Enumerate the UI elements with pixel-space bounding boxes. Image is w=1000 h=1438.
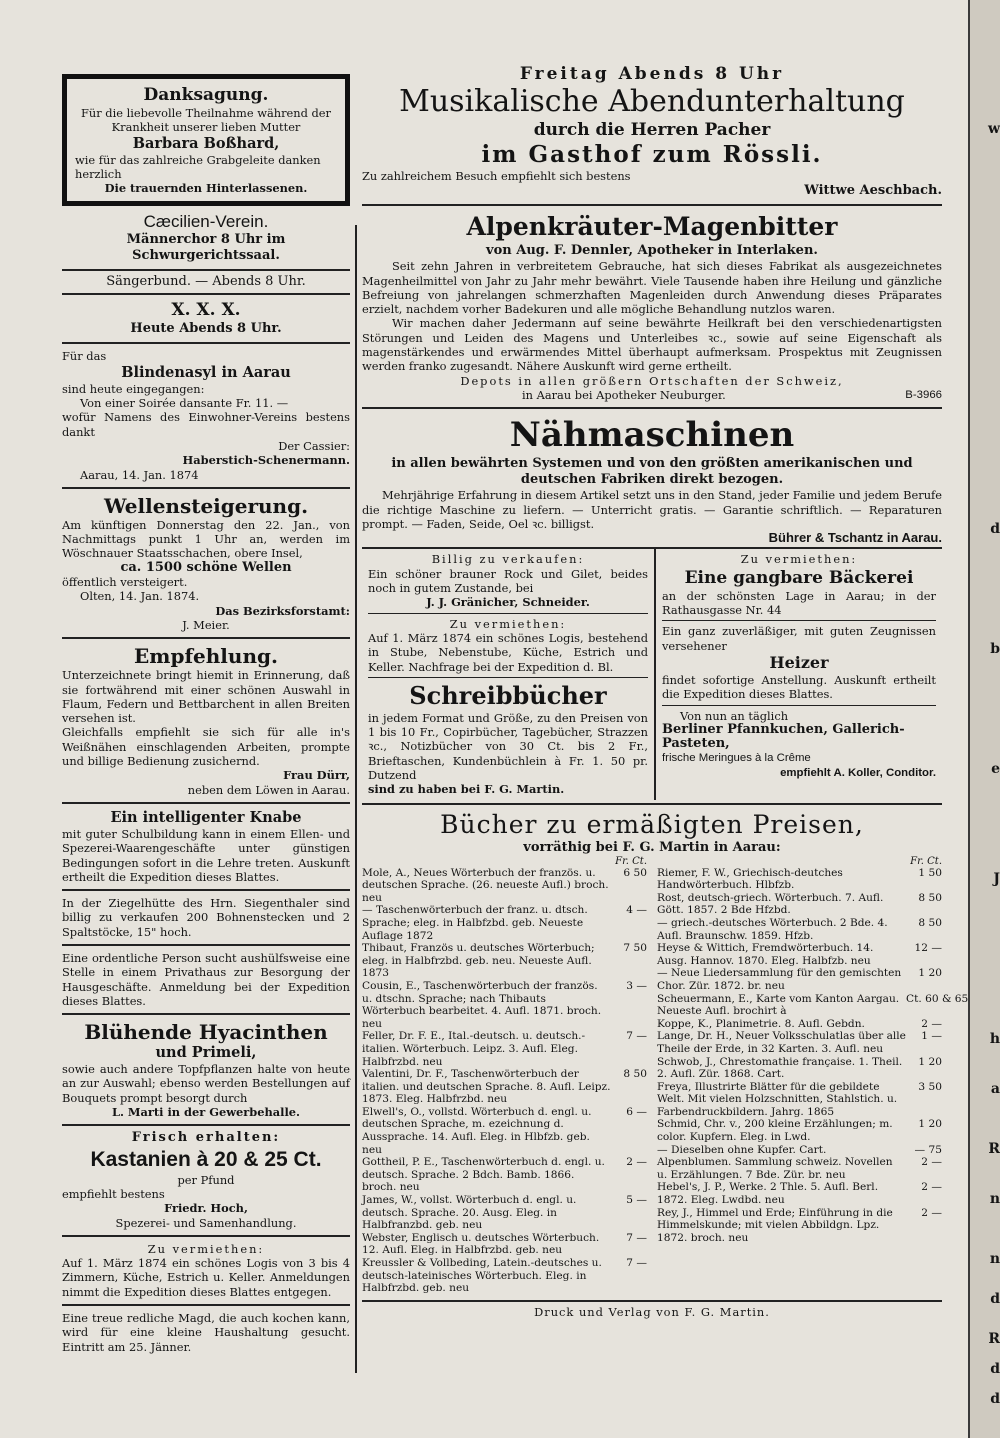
edge-letter: b bbox=[990, 641, 1000, 657]
ad-text: Auf 1. März 1874 ein schönes Logis von 3 bis 4 Zimmern, Küche, Estrich u. Keller. Anmeldungen nimmt die Expedition dieses Blattes entgegen. bbox=[62, 1256, 350, 1299]
ad-rock bbox=[368, 552, 648, 609]
ad-baeckerei bbox=[662, 552, 936, 617]
left-column bbox=[62, 70, 350, 1356]
ad-title: Musikalische Abendunterhaltung bbox=[399, 84, 905, 119]
book-price: 6 — bbox=[626, 1105, 647, 1118]
book-price: 2 — bbox=[921, 1017, 942, 1030]
ad-magd: Eine treue redliche Magd, die auch kochen kann, wird für eine kleine Haushaltung gesucht. Eintritt am 25. Jänner. bbox=[62, 1311, 350, 1354]
book-title: Rey, J., Himmel und Erde; Einführung in die Himmelskunde; mit vielen Abbildgn. Lpz. 1872. broch. neu bbox=[657, 1206, 893, 1244]
ad-text: Von einer Soirée dansante Fr. 11. — bbox=[80, 396, 289, 411]
ad-title: Blühende Hyacinthen bbox=[84, 1020, 328, 1045]
book-entry bbox=[362, 1232, 647, 1257]
ad-place: im Gasthof zum Rössli. bbox=[481, 141, 823, 168]
ad-office: Das Bezirksforstamt: bbox=[215, 603, 350, 618]
book-title: Mole, A., Neues Wörterbuch der französ. u. deutschen Sprache. (26. neueste Aufl.) broch. neu bbox=[362, 866, 609, 904]
book-entry bbox=[657, 992, 969, 1018]
ad-text: sowie auch andere Topfpflanzen halte von heute an zur Auswahl; ebenso werden Bestellungen auf Bouquets prompt besorgt durch bbox=[62, 1062, 350, 1105]
adjacent-page-edge bbox=[968, 0, 1000, 1438]
ad-text: Auf 1. März 1874 ein schönes Logis, bestehend in Stube, Nebenstube, Küche, Estrich und Keller. Nachfrage bei der Expedition d. Bl. bbox=[368, 630, 648, 674]
book-entry bbox=[657, 1018, 942, 1031]
book-price: 1 50 bbox=[918, 866, 942, 879]
edge-letter: d bbox=[990, 1361, 1000, 1377]
book-title: Riemer, F. W., Griechisch-deutches Handwörterbuch. Hlbfzb. bbox=[657, 866, 843, 892]
ad-text: Für die liebevolle Theilnahme während der Krankheit unserer lieben Mutter bbox=[81, 106, 331, 135]
book-price: 4 — bbox=[626, 904, 647, 917]
edge-letter: R bbox=[988, 1141, 1000, 1157]
ad-wellensteigerung bbox=[62, 492, 350, 634]
book-price: 7 — bbox=[626, 1257, 647, 1270]
book-entry bbox=[657, 867, 942, 892]
book-price: 3 50 bbox=[918, 1080, 942, 1093]
ad-text: Gleichfalls empfiehlt sie sich für alle in's Weißnähen einschlagenden Arbeiten, prompte und billige Bedienung zusichernd. bbox=[62, 725, 350, 769]
book-price: 7 — bbox=[626, 1231, 647, 1244]
book-title: — griech.-deutsches Wörterbuch. 2 Bde. 4. Aufl. Braunschw. 1859. Hfzb. bbox=[657, 916, 888, 942]
ad-signature: Haberstich-Schenermann. bbox=[182, 453, 350, 468]
book-entry bbox=[362, 942, 647, 980]
ad-signature: empfiehlt A. Koller, Conditor. bbox=[780, 766, 936, 779]
book-title: Schmid, Chr. v., 200 kleine Erzählungen; m. color. Kupfern. Eleg. in Lwd. bbox=[657, 1118, 893, 1144]
book-price: 6 50 bbox=[623, 866, 647, 879]
ad-text: mit guter Schulbildung kann in einem Ellen- und Spezerei-Waarengeschäfte unter günstigen Bedingungen sofort in die Lehre treten. Auskunft ertheilt die Expedition dieses Blattes. bbox=[62, 826, 350, 884]
book-price: 7 — bbox=[626, 1030, 647, 1043]
ad-ziegelhuette: In der Ziegelhütte des Hrn. Siegenthaler sind billig zu verkaufen 200 Bohnenstecken und 2 Spaltstöcke, 15" hoch. bbox=[62, 896, 350, 939]
book-price: 1 — bbox=[921, 1030, 942, 1043]
book-price: 7 50 bbox=[623, 942, 647, 955]
ad-aarau: in Aarau bei Apotheker Neuburger. bbox=[522, 387, 726, 402]
ad-text: in jedem Format und Größe, zu den Preisen von 1 bis 10 Fr., Copirbücher, Tagebücher, Strazzen ꝛc., Notizbücher von 30 Ct. bis 2 Fr., Brieftaschen, Kundenbüchlein à Fr. 1. 50 pr. Dutzend bbox=[368, 710, 648, 783]
ad-by: durch die Herren Pacher bbox=[533, 120, 771, 140]
book-list-left bbox=[362, 856, 647, 1295]
ad-text: Am künftigen Donnerstag den 22. Jan., von Nachmittags punkt 1 Uhr an, werden im Wöschnauer Staatsschachen, obere Insel, bbox=[62, 517, 350, 561]
ad-text: Der Cassier: bbox=[278, 438, 350, 453]
ad-blindenasyl bbox=[62, 347, 350, 483]
ad-text: Männerchor 8 Uhr im Schwurgerichtssaal. bbox=[126, 232, 286, 264]
ad-title2: und Primeli, bbox=[155, 1044, 257, 1062]
book-price: 2 — bbox=[921, 1156, 942, 1169]
ad-logis2 bbox=[368, 617, 648, 674]
edge-letter: a bbox=[990, 1081, 1000, 1097]
ad-title: Schreibbücher bbox=[409, 680, 607, 710]
ad-hyacinthen bbox=[62, 1018, 350, 1121]
book-title: — Dieselben ohne Kupfer. Cart. bbox=[657, 1143, 827, 1156]
book-entry bbox=[362, 1194, 647, 1232]
price-header: Fr. Ct. bbox=[615, 855, 647, 867]
book-title: Koppe, K., Planimetrie. 8. Aufl. Gebdn. bbox=[657, 1017, 865, 1030]
ad-text: Unterzeichnete bringt hiemit in Erinnerung, daß sie fortwährend mit einer schönen Auswahl in Flaum, Federn und Bettbarchent in allen Breiten versehen ist. bbox=[62, 668, 350, 726]
book-price: 1 20 bbox=[918, 967, 942, 980]
ad-text: Von nun an täglich bbox=[680, 708, 789, 723]
book-title: Schwob, J., Chrestomathie française. 1. Theil. 2. Aufl. Zür. 1868. Cart. bbox=[657, 1055, 903, 1081]
ad-signature: Frau Dürr, bbox=[283, 768, 350, 783]
book-price: 12 — bbox=[914, 942, 942, 955]
ad-date: Olten, 14. Jan. 1874. bbox=[80, 589, 200, 604]
ad-kastanien bbox=[62, 1129, 350, 1231]
book-entry bbox=[362, 1156, 647, 1194]
book-entry bbox=[657, 1181, 942, 1206]
ad-signature: J. J. Gränicher, Schneider. bbox=[426, 595, 590, 610]
ad-text: empfiehlt bestens bbox=[62, 1186, 165, 1201]
book-title: Freya, Illustrirte Blätter für die gebildete Welt. Mit vielen Holzschnitten, Stahlstich. u. Farbendruckbildern. Jahrg. 1865 bbox=[657, 1080, 898, 1118]
book-title: Elwell's, O., vollstd. Wörterbuch d. engl. u. deutschen Sprache, m. ezeichnung d. Aussprache. 14. Aufl. Eleg. in Hlbfzb. geb. neu bbox=[362, 1105, 592, 1156]
ad-signature: J. Meier. bbox=[182, 617, 230, 632]
book-title: Heyse & Wittich, Fremdwörterbuch. 14. Ausg. Hannov. 1870. Eleg. Halbfzb. neu bbox=[657, 942, 874, 967]
edge-letter: e bbox=[991, 761, 1000, 777]
ad-title: X. X. X. bbox=[171, 300, 241, 321]
ad-items: Berliner Pfannkuchen, Gallerich-Pasteten, bbox=[662, 721, 905, 752]
book-entry bbox=[362, 904, 647, 942]
book-title: Feller, Dr. F. E., Ital.-deutsch. u. deutsch.-italien. Wörterbuch. Leipz. 3. Aufl. Eleg. Halbfrzbd. neu bbox=[362, 1030, 586, 1068]
ad-text: Heute Abends 8 Uhr. bbox=[130, 321, 282, 337]
ad-pre: Billig zu verkaufen: bbox=[431, 552, 585, 567]
ad-text: Mehrjährige Erfahrung in diesem Artikel setzt uns in den Stand, jeder Familie und jedem Berufe die richtige Maschine zu liefern. — Unterricht gratis. — Garantie schriftlich. — Reparaturen prompt. — Faden, Seide, Oel ꝛc. billigst. bbox=[362, 488, 942, 531]
book-price: 3 — bbox=[626, 979, 647, 992]
book-price: 8 50 bbox=[918, 916, 942, 929]
ad-title: Danksagung. bbox=[143, 85, 269, 105]
ad-knabe bbox=[62, 807, 350, 886]
book-entry bbox=[362, 1106, 647, 1156]
book-title: Rost, deutsch-griech. Wörterbuch. 7. Aufl. Gött. 1857. 2 Bde Hfzbd. bbox=[657, 891, 884, 917]
ad-musik bbox=[362, 62, 942, 201]
book-entry bbox=[657, 942, 942, 967]
ad-empfehlung bbox=[62, 642, 350, 799]
book-title: Webster, Englisch u. deutsches Wörterbuch. 12. Aufl. Eleg. in Halbfrzbd. geb. neu bbox=[362, 1231, 600, 1257]
ad-saengerbund: Sängerbund. — Abends 8 Uhr. bbox=[106, 274, 306, 290]
ad-logis bbox=[62, 1240, 350, 1301]
ad-title: Cæcilien-Verein. bbox=[143, 212, 269, 232]
ad-signature: Die trauernden Hinterlassenen. bbox=[104, 181, 308, 196]
ad-caecilien bbox=[62, 210, 350, 266]
book-entry bbox=[657, 892, 942, 917]
book-title: Cousin, E., Taschenwörterbuch der französ. u. dtschn. Sprache; nach Thibauts Wörterbuch bearbeitet. 4. Aufl. 1871. broch. neu bbox=[362, 979, 602, 1030]
column-divider bbox=[355, 225, 357, 1373]
ad-text: ca. 1500 schöne Wellen bbox=[120, 559, 292, 575]
ad-text: findet sofortige Anstellung. Auskunft ertheilt die Expedition dieses Blattes. bbox=[662, 672, 936, 702]
book-title: Hebel's, J. P., Werke. 2 Thle. 5. Aufl. Berl. 1872. Eleg. Lwdbd. neu bbox=[657, 1181, 879, 1207]
ad-buecher bbox=[362, 808, 969, 1297]
ad-text: sind heute eingegangen: bbox=[62, 381, 205, 396]
ad-person: Eine ordentliche Person sucht aushülfsweise eine Stelle in einem Privathaus zur Besorgung der Hausgeschäfte. Anmeldung bei der Expedition dieses Blattes. bbox=[62, 950, 350, 1008]
book-price: 8 50 bbox=[623, 1068, 647, 1081]
book-entry bbox=[657, 1156, 942, 1181]
ad-signature: sind zu haben bei F. G. Martin. bbox=[368, 782, 565, 797]
ad-title: Heizer bbox=[769, 652, 829, 672]
ad-signature: L. Marti in der Gewerbehalle. bbox=[111, 1105, 300, 1120]
book-title: Kreussler & Vollbeding, Latein.-deutsches u. deutsch-lateinisches Wörterbuch. Eleg. in Halbfrzbd. geb. neu bbox=[362, 1257, 602, 1295]
ad-pre: Zu vermiethen: bbox=[449, 616, 567, 631]
ad-title: Kastanien à 20 & 25 Ct. bbox=[90, 1147, 322, 1171]
book-entry bbox=[362, 1068, 647, 1106]
ad-code: B-3966 bbox=[905, 388, 942, 401]
ad-role: Spezerei- und Samenhandlung. bbox=[115, 1215, 297, 1230]
ad-signature: Wittwe Aeschbach. bbox=[804, 183, 942, 199]
ad-pre: Zu vermiethen: bbox=[147, 1241, 265, 1256]
edge-letter: J bbox=[993, 871, 1000, 887]
edge-letter: w bbox=[987, 121, 1000, 137]
ad-text: wofür Namens des Einwohner-Vereins bestens dankt bbox=[62, 410, 350, 439]
book-price: 8 50 bbox=[918, 891, 942, 904]
ad-title: Wellensteigerung. bbox=[103, 493, 309, 518]
book-entry bbox=[362, 1257, 647, 1295]
book-entry bbox=[362, 980, 647, 1030]
ad-depots: Depots in allen größern Ortschaften der Schweiz, bbox=[460, 373, 844, 388]
ad-xxx bbox=[62, 298, 350, 339]
ad-sub: vorräthig bei F. G. Martin in Aarau: bbox=[523, 839, 781, 855]
ad-pre: Frisch erhalten: bbox=[131, 1130, 281, 1146]
book-entry bbox=[657, 1144, 942, 1157]
price-header: Fr. Ct. bbox=[910, 855, 942, 867]
ad-text: an der schönsten Lage in Aarau; in der Rathausgasse Nr. 44 bbox=[662, 588, 936, 618]
ad-text: Seit zehn Jahren in verbreitetem Gebrauche, hat sich dieses Fabrikat als ausgezeichnetes Magenheilmittel von Jahr zu Jahr mehr bewährt. Viele Tausende haben ihre Heilung und gänzliche Befreiung von jahrelangen schmerzhaften Magenleiden durch Anwendung dieses Präparates erzielt, nachdem vorher Badekuren und alle mögliche Behandlung nutzlos waren. bbox=[362, 259, 942, 317]
ad-title: Alpenkräuter-Magenbitter bbox=[466, 212, 838, 242]
edge-letter: R bbox=[988, 1331, 1000, 1347]
edge-letter: d bbox=[990, 521, 1000, 537]
ad-pre: Für das bbox=[62, 349, 107, 364]
ad-by: von Aug. F. Dennler, Apotheker in Interlaken. bbox=[486, 243, 818, 259]
book-entry bbox=[657, 1056, 942, 1081]
book-entry bbox=[657, 1207, 942, 1245]
book-price: 2 — bbox=[626, 1156, 647, 1169]
ad-name: Barbara Boßhard, bbox=[132, 134, 280, 152]
ad-sub: in allen bewährten Systemen und von den größten amerikanischen und deutschen Fabriken direkt bezogen. bbox=[391, 456, 913, 488]
ad-text: Wir machen daher Jedermann auf seine bewährte Heilkraft bei den verschiedenartigsten Störungen und Leiden des Magens und Unterleibes ꝛc., sowie auf seine Eigenschaft als magenstärkendes und erwärmendes Mittel überhaupt aufmerksam. Prospektus mit Zeugnissen werden franko zugesandt. Nähere Auskunft wird gerne ertheilt. bbox=[362, 316, 942, 374]
edge-letter: d bbox=[990, 1391, 1000, 1407]
book-price: Ct. 60 & 65 bbox=[906, 992, 969, 1005]
ad-title: Empfehlung. bbox=[134, 644, 278, 669]
book-title: Thibaut, Französ u. deutsches Wörterbuch; eleg. in Halbfrzbd. geb. neu. Neueste Aufl. 1873 bbox=[362, 942, 595, 980]
ad-pre: Freitag Abends 8 Uhr bbox=[519, 64, 785, 84]
ad-signature: Bührer & Tschantz in Aarau. bbox=[768, 530, 942, 546]
ad-text: Ein ganz zuverläßiger, mit guten Zeugnissen versehener bbox=[662, 624, 936, 653]
book-price: 1 20 bbox=[918, 1055, 942, 1068]
book-title: — Neue Liedersammlung für den gemischten Chor. Zür. 1872. br. neu bbox=[657, 967, 902, 992]
book-title: Scheuermann, E., Karte vom Kanton Aargau. Neueste Aufl. brochirt à bbox=[657, 992, 900, 1018]
imprint: Druck und Verlag von F. G. Martin. bbox=[534, 1304, 770, 1319]
book-price: 5 — bbox=[626, 1194, 647, 1207]
ad-koller bbox=[662, 709, 936, 780]
book-title: Gottheil, P. E., Taschenwörterbuch d. engl. u. deutsch. Sprache. 2 Bdch. Bamb. 1866. broch. neu bbox=[362, 1156, 605, 1194]
ad-text: wie für das zahlreiche Grabgeleite danken herzlich bbox=[75, 152, 321, 181]
book-title: — Taschenwörterbuch der franz. u. dtsch. Sprache; eleg. in Halbfzbd. geb. Neueste Auflage 1872 bbox=[362, 904, 588, 942]
book-entry bbox=[657, 917, 942, 942]
ad-text: Zu zahlreichem Besuch empfiehlt sich bestens bbox=[362, 169, 631, 183]
ad-naehmaschinen bbox=[362, 412, 942, 547]
edge-letter: n bbox=[989, 1251, 1000, 1267]
book-entry bbox=[657, 1030, 942, 1055]
book-title: Alpenblumen. Sammlung schweiz. Novellen u. Erzählungen. 7 Bde. Zür. br. neu bbox=[657, 1156, 893, 1181]
book-title: Valentini, Dr. F., Taschenwörterbuch der italien. und deutschen Sprache. 8. Aufl. Leipz. 1873. Eleg. Halbfrzbd. neu bbox=[362, 1068, 611, 1106]
ad-pre: Zu vermiethen: bbox=[740, 552, 858, 567]
ad-text: öffentlich versteigert. bbox=[62, 575, 188, 590]
book-price: — 75 bbox=[914, 1143, 942, 1156]
book-entry bbox=[657, 967, 942, 992]
ad-signature: Friedr. Hoch, bbox=[164, 1201, 248, 1216]
book-price: 2 — bbox=[921, 1181, 942, 1194]
ad-title: Eine gangbare Bäckerei bbox=[684, 567, 914, 588]
edge-letter: h bbox=[989, 1031, 1000, 1047]
book-entry bbox=[657, 1118, 942, 1143]
ad-magenbitter bbox=[362, 209, 942, 404]
ad-schreibbuecher bbox=[368, 681, 648, 797]
book-title: Lange, Dr. H., Neuer Volksschulatlas über alle Theile der Erde, in 32 Karten. 3. Aufl. neu bbox=[657, 1030, 906, 1055]
ad-title: Ein intelligenter Knabe bbox=[110, 808, 302, 826]
book-entry bbox=[362, 1030, 647, 1068]
book-price: 2 — bbox=[921, 1206, 942, 1219]
ad-date: Aarau, 14. Jan. 1874 bbox=[80, 467, 199, 482]
ad-danksagung bbox=[62, 74, 350, 206]
book-title: James, W., vollst. Wörterbuch d. engl. u. deutsch. Sprache. 20. Ausg. Eleg. in Halbfranzbd. geb. neu bbox=[362, 1194, 577, 1232]
edge-letter: n bbox=[989, 1191, 1000, 1207]
right-column bbox=[362, 62, 969, 1319]
ad-address: neben dem Löwen in Aarau. bbox=[187, 782, 350, 797]
ad-title: Nähmaschinen bbox=[509, 415, 795, 456]
book-entry bbox=[362, 867, 647, 905]
ad-title: Blindenasyl in Aarau bbox=[121, 363, 291, 381]
book-entry bbox=[657, 1081, 942, 1119]
ad-text: Ein schöner brauner Rock und Gilet, beides noch in gutem Zustande, bei bbox=[368, 566, 648, 596]
edge-letter: d bbox=[990, 1291, 1000, 1307]
book-price: 1 20 bbox=[918, 1118, 942, 1131]
ad-title: Bücher zu ermäßigten Preisen, bbox=[440, 809, 864, 839]
ad-text: per Pfund bbox=[177, 1172, 235, 1187]
book-list-right bbox=[657, 855, 969, 1295]
ad-text: frische Meringues à la Crême bbox=[662, 752, 811, 765]
ad-heizer bbox=[662, 624, 936, 701]
